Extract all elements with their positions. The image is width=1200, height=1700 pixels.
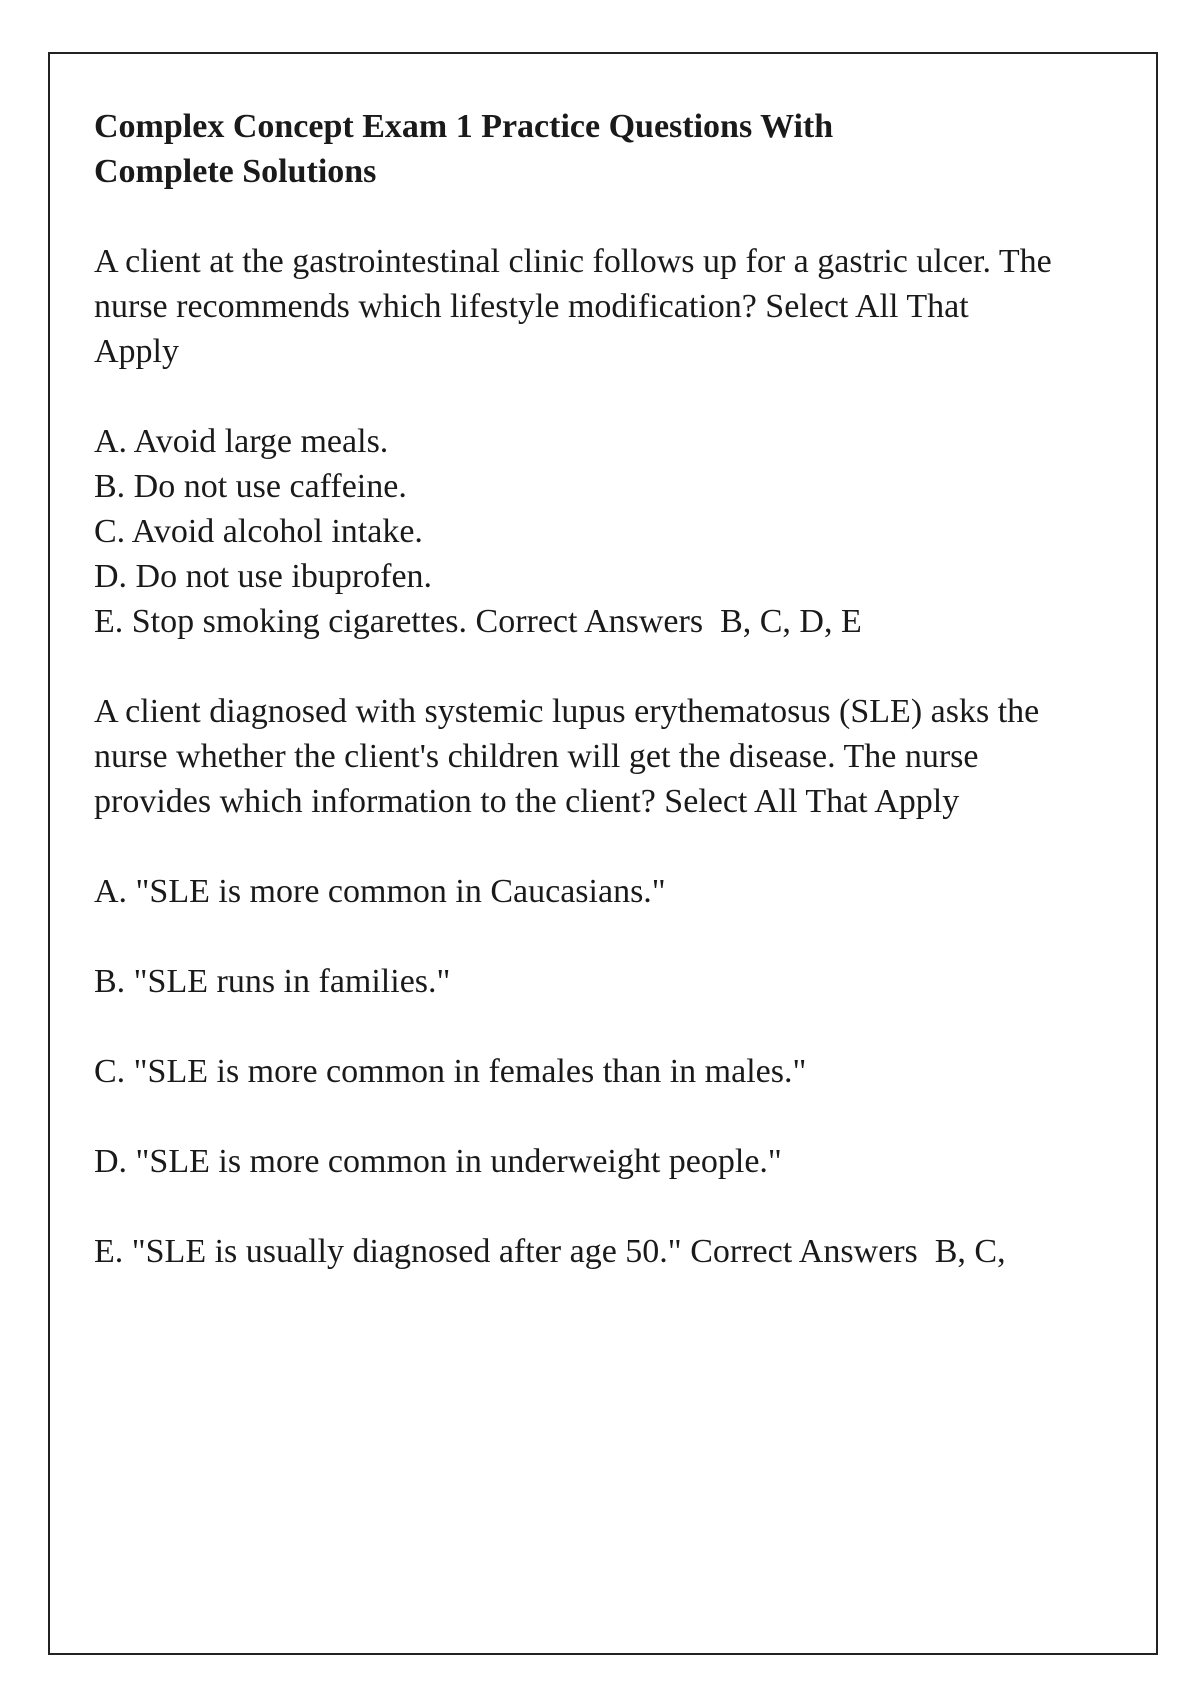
question-2-option-e: E. "SLE is usually diagnosed after age 50." bbox=[94, 1233, 682, 1270]
question-1 bbox=[94, 239, 1054, 644]
question-2-option-a: A. "SLE is more common in Caucasians." bbox=[94, 873, 666, 910]
question-1-option-b: B. Do not use caffeine. bbox=[94, 468, 407, 505]
question-2-option-d: D. "SLE is more common in underweight people." bbox=[94, 1143, 782, 1180]
question-1-stem: A client at the gastrointestinal clinic follows up for a gastric ulcer. The nurse recommends which lifestyle modification? Select All That Apply bbox=[94, 243, 1052, 370]
question-1-option-a: A. Avoid large meals. bbox=[94, 423, 389, 460]
question-2-option-b: B. "SLE runs in families." bbox=[94, 963, 451, 1000]
question-1-option-e: E. Stop smoking cigarettes. bbox=[94, 603, 468, 640]
question-2-answer-label: Correct Answers bbox=[690, 1233, 918, 1270]
question-2-answer: B, C, bbox=[934, 1233, 1006, 1270]
question-1-answer: B, C, D, E bbox=[720, 603, 862, 640]
question-1-option-d: D. Do not use ibuprofen. bbox=[94, 558, 433, 595]
question-2-option-c: C. "SLE is more common in females than in males." bbox=[94, 1053, 807, 1090]
question-1-options bbox=[94, 419, 1054, 644]
document-body bbox=[94, 104, 1054, 1274]
title-line-2: Complete Solutions bbox=[94, 153, 377, 190]
document-title bbox=[94, 104, 1054, 194]
question-2-option-e-line bbox=[94, 1229, 1054, 1274]
question-2-stem: A client diagnosed with systemic lupus erythematosus (SLE) asks the nurse whether the client's children will get the disease. The nurse provides which information to the client? Select All That Apply bbox=[94, 693, 1040, 820]
title-line-1: Complex Concept Exam 1 Practice Questions With bbox=[94, 108, 834, 145]
question-1-answer-label: Correct Answers bbox=[475, 603, 704, 640]
question-2 bbox=[94, 689, 1054, 1274]
question-1-option-c: C. Avoid alcohol intake. bbox=[94, 513, 423, 550]
question-1-option-e-line bbox=[94, 599, 1054, 644]
